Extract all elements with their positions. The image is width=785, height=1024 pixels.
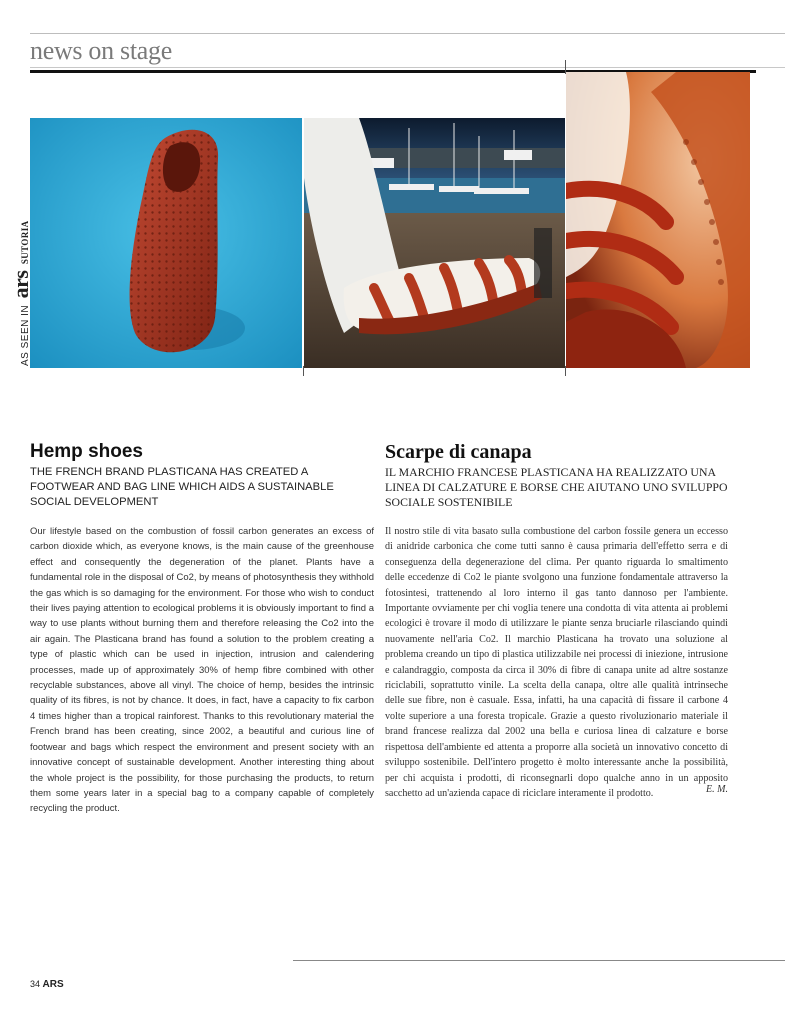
- photo-shoe-on-blue-image: [30, 118, 302, 368]
- photo-sandal-closeup: [566, 72, 750, 368]
- english-article-subtitle: THE FRENCH BRAND PLASTICANA HAS CREATED A FOOTWEAR AND BAG LINE WHICH AIDS A SUSTAINABLE SOCIAL DEVELOPMENT: [30, 466, 334, 508]
- italian-article-subtitle: IL MARCHIO FRANCESE PLASTICANA HA REALIZZATO UNA LINEA DI CALZATURE E BORSE CHE AIUTANO UNO SVILUPPO SOCIALE SOSTENIBILE: [385, 465, 728, 509]
- photo-sandal-beach: [304, 118, 565, 368]
- english-article-body: Our lifestyle based on the combustion of fossil carbon generates an excess of carbon dioxide which, as everyone knows, is the main cause of the greenhouse effect and consequently the degeneration of the planet. Plants have a fundamental role in the disposal of Co2, by means of photosynthesis they withhold the gas which is so damaging for the environment. For those who wish to conduct their lives paying attention to ecological problems it is obviously important to find a way to use plants without burning them and therefore releasing the Co2 into the air again. The Plasticana brand has found a solution to the problem creating a type of plastic which can be used in injection, intrusion and calendering processes, made up of approximately 30% of hemp fibre combined with other recyclable substances, above all vinyl. The choice of hemp, besides the intrinsic quality of its fibres, is not by chance. It does, in fact, have a capacity to fix carbon 4 times higher than a tropical rainforest. Thanks to this revolutionary material the French brand has been creating, since 2002, a beautiful and curious line of footwear and bags which respect the environment and present society with an innovative concept of sustainable development. Another interesting thing about the whole project is the possibility, for those purchasing the products, to return them some years later in a special bag to a company capable of completely recycling the product.: [30, 526, 374, 815]
- ars-logo: ars: [8, 270, 33, 299]
- photo-shoe-on-blue: [30, 118, 302, 368]
- italian-article-body: Il nostro stile di vita basato sulla combustione del carbon fossile genera un eccesso di anidride carbonica che come tutti sanno è causa primaria dell'effetto serra e di conseguenza della degenerazione del clima. Per quanto riguarda lo smaltimento delle eccedenze di Co2 le piante svolgono una funzione fondamentale attraverso la fotosintesi, trattenendo al loro interno il gas tanto dannoso per l'ambiente. Importante ovviamente per chi voglia tenere una condotta di vita attenta ai problemi ecologici è trovare il modo di utilizzare le piante senza bruciarle rilasciando quindi nuovamente nell'aria Co2. Il marchio Plasticana ha trovato una soluzione al problema creando un tipo di plastica utilizzabile nei processi di iniezione, intrusione e calandraggio, composta da circa il 30% di fibre di canapa unite ad altre sostanze riciclabili, soprattutto vinile. La scelta della canapa, oltre alle qualità intrinseche delle sue fibre, non è casuale. Essa, infatti, ha una capacità di fissare il carbone 4 volte superiore a una foresta tropicale. Grazie a questo rivoluzionario materiale il brand francese realizza dal 2002 una bella e curiosa linea di calzature e borse rispettosa dell'ambiente ed attenta a proporre alla società un innovativo concetto di sviluppo sostenibile. Dell'intero progetto è molto interessante anche la possibilità, per chi acquista i prodotti, di riconsegnarli dopo qualche anno in un apposito sacchetto ad un'azienda capace di riciclare interamente il prodotto.: [385, 526, 728, 799]
- footer-brand: ARS: [42, 979, 64, 990]
- as-seen-in-prefix: AS SEEN IN: [20, 304, 31, 366]
- page-footer: [30, 979, 64, 990]
- top-rule: [30, 33, 785, 34]
- footer-rule: [293, 960, 785, 961]
- photo-sandal-closeup-image: [566, 72, 750, 368]
- photo-sandal-beach-image: [304, 118, 565, 368]
- page-number: 34: [30, 979, 41, 989]
- author-signature: E. M.: [706, 784, 728, 795]
- ars-logo-suffix: SUTORIA: [20, 220, 30, 265]
- as-seen-in-label: [8, 220, 34, 366]
- section-title: news on stage: [30, 36, 172, 65]
- header-thin-rule: [30, 67, 785, 68]
- italian-article-title: Scarpe di canapa: [385, 441, 532, 463]
- english-article-title: Hemp shoes: [30, 441, 143, 462]
